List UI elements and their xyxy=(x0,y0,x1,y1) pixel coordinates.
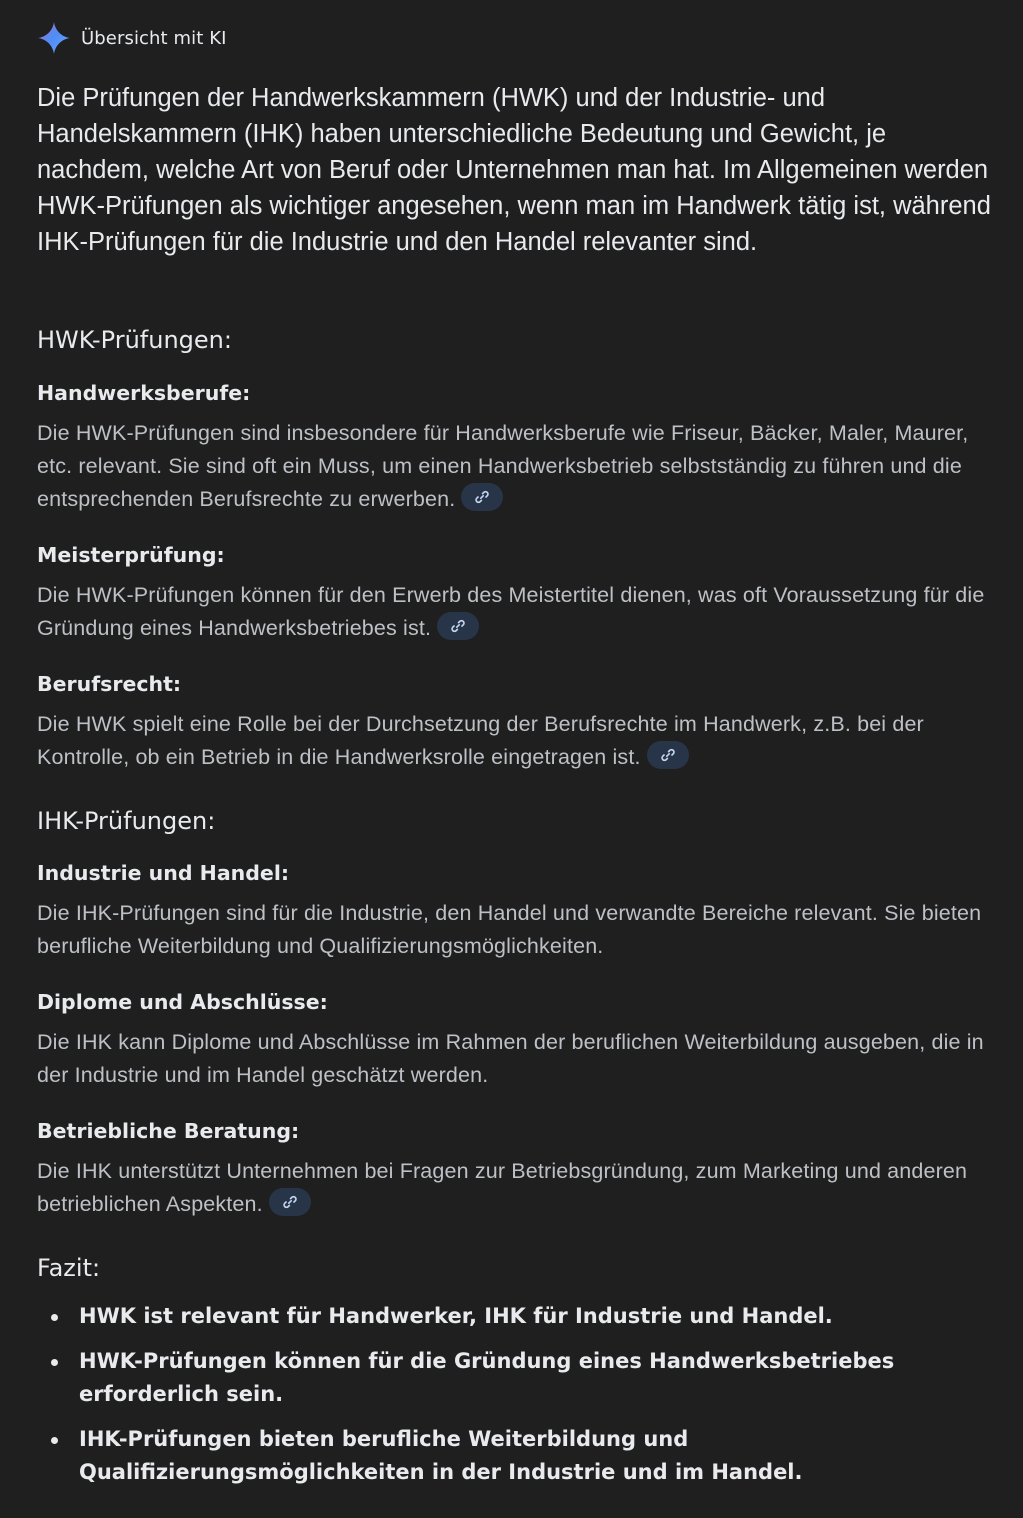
link-icon xyxy=(282,1194,298,1210)
item-text-content: Die HWK spielt eine Rolle bei der Durchsetzung der Berufsrechte im Handwerk, z.B. bei der Kontrolle, ob ein Betrieb in die Handwerksrolle eingetragen ist. xyxy=(37,712,924,769)
source-link-button[interactable] xyxy=(269,1188,311,1216)
section-title-ihk: IHK-Prüfungen: xyxy=(37,807,216,835)
list-item: IHK-Prüfungen bieten berufliche Weiterbildung und Qualifizierungsmöglichkeiten in der Industrie und im Handel. xyxy=(37,1423,992,1489)
item-title-berufsrecht: Berufsrecht: xyxy=(37,672,182,696)
list-item: HWK ist relevant für Handwerker, IHK für Industrie und Handel. xyxy=(37,1300,992,1333)
ai-overview-title: Übersicht mit KI xyxy=(81,27,227,49)
item-text-beratung xyxy=(37,1155,992,1221)
item-text-diplome xyxy=(37,1026,992,1092)
item-title-meisterpruefung: Meisterprüfung: xyxy=(37,543,225,567)
item-text-content: Die HWK-Prüfungen können für den Erwerb des Meistertitel dienen, was oft Voraussetzung für die Gründung eines Handwerksbetriebes ist. xyxy=(37,583,985,640)
link-icon xyxy=(474,489,490,505)
item-text-industrie-handel xyxy=(37,897,992,963)
fazit-list xyxy=(37,1300,992,1501)
sparkle-icon xyxy=(37,21,71,55)
source-link-button[interactable] xyxy=(461,483,503,511)
item-text-handwerksberufe xyxy=(37,417,992,516)
section-title-hwk: HWK-Prüfungen: xyxy=(37,326,232,354)
item-text-content: Die HWK-Prüfungen sind insbesondere für Handwerksberufe wie Friseur, Bäcker, Maler, Maurer, etc. relevant. Sie sind oft ein Muss, um einen Handwerksbetrieb selbstständig zu führen und die entsprechenden Berufsrechte zu erwerben. xyxy=(37,421,969,511)
section-title-fazit: Fazit: xyxy=(37,1254,101,1282)
list-item: HWK-Prüfungen können für die Gründung eines Handwerksbetriebes erforderlich sein. xyxy=(37,1345,992,1411)
item-title-beratung: Betriebliche Beratung: xyxy=(37,1119,300,1143)
item-title-industrie-handel: Industrie und Handel: xyxy=(37,861,290,885)
item-title-diplome: Diplome und Abschlüsse: xyxy=(37,990,328,1014)
source-link-button[interactable] xyxy=(437,612,479,640)
item-text-meisterpruefung xyxy=(37,579,992,645)
link-icon xyxy=(450,618,466,634)
item-title-handwerksberufe: Handwerksberufe: xyxy=(37,381,251,405)
intro-paragraph: Die Prüfungen der Handwerkskammern (HWK) und der Industrie- und Handelskammern (IHK) haben unterschiedliche Bedeutung und Gewicht, je nachdem, welche Art von Beruf oder Unternehmen man hat. Im Allgemeinen werden HWK-Prüfungen als wichtiger angesehen, wenn man im Handwerk tätig ist, während IHK-Prüfungen für die Industrie und den Handel relevanter sind. xyxy=(37,84,991,256)
item-text-content: Die IHK unterstützt Unternehmen bei Fragen zur Betriebsgründung, zum Marketing und anderen betrieblichen Aspekten. xyxy=(37,1159,968,1216)
source-link-button[interactable] xyxy=(647,741,689,769)
item-text-content: Die IHK kann Diplome und Abschlüsse im Rahmen der beruflichen Weiterbildung ausgeben, die in der Industrie und im Handel geschätzt werden. xyxy=(37,1030,984,1087)
item-text-content: Die IHK-Prüfungen sind für die Industrie, den Handel und verwandte Bereiche relevant. Sie bieten berufliche Weiterbildung und Qualifizierungsmöglichkeiten. xyxy=(37,901,982,958)
ai-overview-header xyxy=(37,20,227,56)
item-text-berufsrecht xyxy=(37,708,992,774)
link-icon xyxy=(660,747,676,763)
